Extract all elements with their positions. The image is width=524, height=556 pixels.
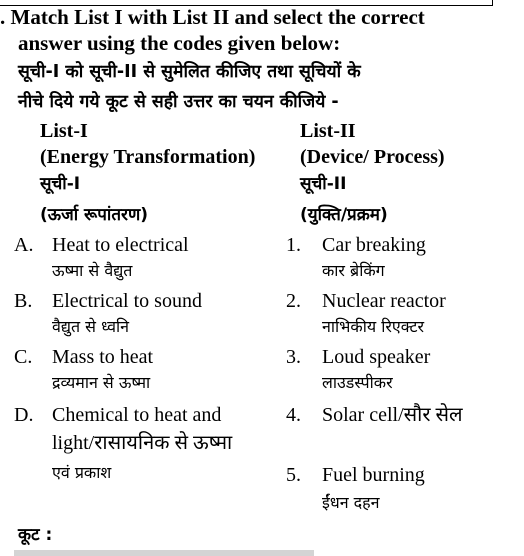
list2-item-hi: नाभिकीय रिएक्टर <box>322 317 425 336</box>
list2-subtitle-hi: (युक्ति/प्रक्रम) <box>300 205 388 225</box>
list2-item-marker: 1. <box>286 234 301 256</box>
list2-item-marker: 3. <box>286 346 301 368</box>
list1-subtitle-hi: (ऊर्जा रूपांतरण) <box>40 205 149 225</box>
list2-item-hi: ईंधन दहन <box>322 493 380 512</box>
list1-item-en: Chemical to heat and <box>52 404 222 426</box>
question-en-line-2: answer using the codes given below: <box>18 31 341 55</box>
list1-item-en-line-2: light/रासायनिक से ऊष्मा <box>52 432 233 454</box>
list2-item-marker: 4. <box>286 404 301 426</box>
list1-title: List-I <box>40 120 88 142</box>
table-top-edge <box>14 550 314 556</box>
list1-item-hi: एवं प्रकाश <box>52 463 112 482</box>
list1-item-hi: वैद्युत से ध्वनि <box>52 317 130 336</box>
list1-item-en: Heat to electrical <box>52 234 189 256</box>
list1-item-hi: द्रव्यमान से ऊष्मा <box>52 373 151 392</box>
list2-item-hi: कार ब्रेकिंग <box>322 261 385 280</box>
list2-item-en: Nuclear reactor <box>322 290 446 312</box>
list2-item-en: Fuel burning <box>322 464 425 486</box>
question-hi-line-2: नीचे दिये गये कूट से सही उत्तर का चयन कीजिये - <box>18 92 339 112</box>
list2-item-marker: 5. <box>286 464 301 486</box>
list2-item-en: Solar cell/सौर सेल <box>322 404 463 426</box>
list2-subtitle: (Device/ Process) <box>300 146 445 168</box>
list2-item-en: Car breaking <box>322 234 426 256</box>
list2-item-marker: 2. <box>286 290 301 312</box>
list1-item-en: Electrical to sound <box>52 290 202 312</box>
list2-title: List-II <box>300 120 356 142</box>
list2-item-hi: लाउडस्पीकर <box>322 373 393 392</box>
list2-item-en: Loud speaker <box>322 346 431 368</box>
list1-item-marker: D. <box>14 404 34 426</box>
list2-title-hi: सूची-II <box>300 174 347 194</box>
list1-item-marker: C. <box>14 346 33 368</box>
list1-item-hi: ऊष्मा से वैद्युत <box>52 261 133 280</box>
list1-item-en: Mass to heat <box>52 346 154 368</box>
question-hi-line-1: सूची-I को सूची-II से सुमेलित कीजिए तथा सूचियों के <box>18 62 361 82</box>
question-en-line-1: . Match List I with List II and select the correct <box>0 5 425 29</box>
list1-subtitle: (Energy Transformation) <box>40 146 256 168</box>
list1-item-marker: B. <box>14 290 33 312</box>
list1-title-hi: सूची-I <box>40 174 81 194</box>
list1-item-marker: A. <box>14 234 34 256</box>
codes-label: कूट : <box>18 525 53 545</box>
